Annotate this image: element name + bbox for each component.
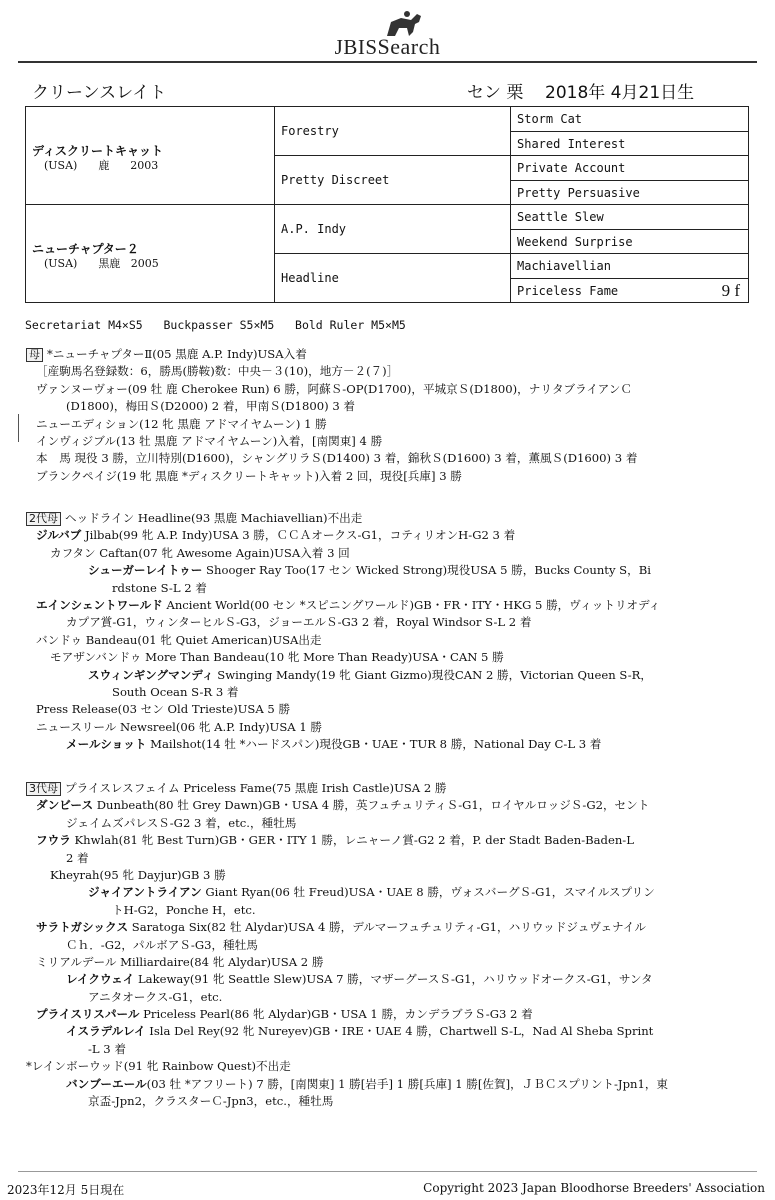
gen2-name[interactable]: Forestry <box>281 124 339 138</box>
line-connector <box>18 414 19 442</box>
family-line <box>26 989 765 1006</box>
family-line-text: Isla Del Rey(92 牝 Nureyev)GB・IRE・UAE 4 勝，Chartwell S-L，Nad Al Sheba Sprint <box>145 1024 654 1039</box>
family-line <box>26 850 765 867</box>
family-line <box>26 416 765 433</box>
notable-horse-name[interactable]: イスラデルレイ <box>66 1024 146 1039</box>
sire-name[interactable]: ディスクリートキャット <box>32 144 164 158</box>
family-line-text: (03 牡 *アフリート) 7 勝，[南関東] 1 勝[岩手] 1 勝[兵庫] 1 勝[佐賀]，ＪＢＣスプリント-Jpn1，東 <box>146 1076 669 1091</box>
family-line-text: Ancient World(00 セン *スピニングワールド)GB・FR・ITY・HKG 5 勝，ヴィットリオディ <box>162 597 661 612</box>
family-line <box>26 736 765 753</box>
gen3-name[interactable]: Pretty Persuasive <box>517 186 640 200</box>
family-line-text: ミリアルデール Milliardaire(84 牝 Alydar)USA 2 勝 <box>36 954 324 969</box>
family-line-text: Giant Ryan(06 牡 Freud)USA・UAE 8 勝，ヴォスバーグＳ-G1，スマイルスプリン <box>201 885 655 900</box>
notable-horse-name[interactable]: バンブーエール <box>66 1076 147 1091</box>
gen3-cell <box>510 132 748 156</box>
gen3-cell <box>510 254 748 279</box>
notable-horse-name[interactable]: ジャイアントライアン <box>88 885 202 900</box>
as-of-date: 2023年12月 5日現在 <box>7 1183 125 1197</box>
second-dam-section <box>26 510 765 753</box>
gen3-name[interactable]: Priceless Fame <box>517 284 619 298</box>
notable-horse-name[interactable]: レイクウェイ <box>66 972 135 987</box>
family-line-text: カフタン Caftan(07 牝 Awesome Again)USA入着 3 回 <box>50 545 350 560</box>
notable-horse-name[interactable]: フウラ <box>36 833 71 848</box>
gen2-name[interactable]: Headline <box>281 271 339 285</box>
family-line-text: Kheyrah(95 牝 Dayjur)GB 3 勝 <box>50 867 226 882</box>
third-dam-section <box>26 780 765 1110</box>
family-line <box>26 398 765 415</box>
gen3-cell <box>510 156 748 181</box>
family-line-text: ［産駒馬名登録数：6，勝馬(勝鞍)数：中央－３(10)，地方－２(７)］ <box>36 364 399 379</box>
site-logo[interactable] <box>0 6 775 59</box>
family-line <box>26 1006 765 1023</box>
family-line <box>26 597 765 614</box>
family-line-text: ニュースリール Newsreel(06 牝 A.P. Indy)USA 1 勝 <box>36 719 322 734</box>
copyright: Copyright 2023 Japan Bloodhorse Breeders' Association <box>423 1181 765 1195</box>
family-line-text: プライスレスフェイム Priceless Fame(75 黒鹿 Irish Castle)USA 2 勝 <box>65 781 447 795</box>
family-line-text: カプア賞-G1，ウィンターヒルＳ-G3，ジョーエルＳ-G3 2 着，Royal Windsor S-L 2 着 <box>66 615 532 630</box>
family-line <box>26 1041 765 1058</box>
family-line-text: Jilbab(99 牝 A.P. Indy)USA 3 勝，ＣＣＡオークス-G1，コティリオンH-G2 3 着 <box>81 528 516 543</box>
family-line <box>26 701 765 718</box>
family-line-text: Saratoga Six(82 牡 Alydar)USA 4 勝，デルマーフュチュリティ-G1，ハリウッドジュヴェナイル <box>128 920 647 935</box>
family-line-text: *レインボーウッド(91 牝 Rainbow Quest)不出走 <box>26 1059 291 1074</box>
notable-horse-name[interactable]: サラトガシックス <box>36 920 129 935</box>
header-divider <box>18 61 757 63</box>
family-line-text: ニューエディション(12 牝 黒鹿 アドマイヤムーン) 1 勝 <box>36 416 327 431</box>
family-line <box>26 468 765 485</box>
family-line <box>26 902 765 919</box>
family-line-text: Swinging Mandy(19 牝 Giant Gizmo)現役CAN 2 勝，Victorian Queen S-R， <box>213 667 653 682</box>
gen3-cell <box>510 230 748 254</box>
gen3-name[interactable]: Weekend Surprise <box>517 235 633 249</box>
gen2-cell <box>274 205 510 254</box>
generation-tag: 3代母 <box>26 782 61 796</box>
family-line-text: *ニューチャプターⅡ(05 黒鹿 A.P. Indy)USA入着 <box>47 347 307 361</box>
family-line-text: ヘッドライン Headline(93 黒鹿 Machiavellian)不出走 <box>65 511 363 525</box>
family-line-text: Mailshot(14 牡 *ハードスパン)現役GB・UAE・TUR 8 勝，National Day C-L 3 着 <box>146 737 602 752</box>
family-line <box>26 527 765 544</box>
footer-divider <box>18 1171 757 1172</box>
horse-title-row <box>32 78 745 102</box>
family-line-text: モアザンバンドゥ More Than Bandeau(10 牝 More Than Ready)USA・CAN 5 勝 <box>50 650 504 665</box>
notable-horse-name[interactable]: スウィンギングマンディ <box>88 667 214 682</box>
family-line <box>26 545 765 562</box>
family-line-text: ヴァンヌーヴォー(09 牡 鹿 Cherokee Run) 6 勝，阿蘇Ｓ-OP(D1700)，平城京Ｓ(D1800)，ナリタブライアンＣ <box>36 381 632 396</box>
family-line <box>26 815 765 832</box>
family-line-text: Ｃｈ．-G2，パルボアＳ-G3，種牡馬 <box>66 937 258 952</box>
gen3-name[interactable]: Seattle Slew <box>517 210 604 224</box>
family-line <box>26 580 765 597</box>
family-line <box>26 971 765 988</box>
family-line-text: Priceless Pearl(86 牝 Alydar)GB・USA 1 勝，カンデラブラＳ-G3 2 着 <box>139 1007 533 1022</box>
family-line <box>26 919 765 936</box>
notable-horse-name[interactable]: シューガーレイトゥー <box>88 563 203 578</box>
family-line <box>26 363 765 380</box>
family-line <box>26 797 765 814</box>
family-number: 9 f <box>721 281 740 300</box>
family-line-text: (D1800)，梅田Ｓ(D2000) 2 着，甲南Ｓ(D1800) 3 着 <box>66 399 355 414</box>
gen2-name[interactable]: Pretty Discreet <box>281 173 390 187</box>
family-line <box>26 450 765 467</box>
family-line <box>26 381 765 398</box>
family-line <box>26 937 765 954</box>
inbreeding-line: Secretariat M4×S5 Buckpasser S5×M5 Bold Ruler M5×M5 <box>25 318 406 332</box>
gen2-cell <box>274 156 510 205</box>
family-line-text: South Ocean S-R 3 着 <box>112 684 239 699</box>
family-line <box>26 346 765 363</box>
family-line-text: バンドゥ Bandeau(01 牝 Quiet American)USA出走 <box>36 632 322 647</box>
gen3-cell <box>510 107 748 132</box>
notable-horse-name[interactable]: メールショット <box>66 737 147 752</box>
logo-jbis: JBIS <box>334 35 378 59</box>
family-line-text: -L 3 着 <box>88 1041 126 1056</box>
sire-details: (USA) 鹿 2003 <box>44 159 159 172</box>
notable-horse-name[interactable]: ジルバブ <box>36 528 82 543</box>
horse-meta: セン 栗 2018年 4月21日生 <box>467 83 695 103</box>
dam-name[interactable]: ニューチャプター２ <box>32 242 139 256</box>
family-line <box>26 1093 765 1110</box>
family-line <box>26 832 765 849</box>
family-line <box>26 649 765 666</box>
gen2-name[interactable]: A.P. Indy <box>281 222 347 236</box>
family-line-text: Dunbeath(80 牡 Grey Dawn)GB・USA 4 勝，英フュチュリティＳ-G1，ロイヤルロッジＳ-G2，セント <box>93 798 650 813</box>
family-line-text: ブランクペイジ(19 牝 黒鹿 *ディスクリートキャット)入着 2 回，現役[兵庫] 3 勝 <box>36 468 462 483</box>
family-line-text: rdstone S-L 2 着 <box>112 580 207 595</box>
family-line <box>26 667 765 684</box>
family-line <box>26 719 765 736</box>
family-line <box>26 780 765 797</box>
family-line-text: アニタオークス-G1，etc. <box>88 989 223 1004</box>
family-line <box>26 433 765 450</box>
generation-tag: 母 <box>26 348 43 362</box>
family-line-text: Press Release(03 セン Old Trieste)USA 5 勝 <box>36 702 291 717</box>
family-line-text: Lakeway(91 牝 Seattle Slew)USA 7 勝，マザーグースＳ-G1，ハリウッドオークス-G1，サンタ <box>134 972 653 987</box>
gen2-cell <box>274 107 510 156</box>
family-line-text: Shooger Ray Too(17 セン Wicked Strong)現役USA 5 勝，Bucks County S，Bi <box>202 563 651 578</box>
family-line <box>26 632 765 649</box>
gen3-cell <box>510 181 748 205</box>
horse-name: クリーンスレイト <box>32 83 167 103</box>
family-line <box>26 1076 765 1093</box>
family-line-text: 2 着 <box>66 850 89 865</box>
dam-cell <box>26 205 274 303</box>
logo-search: Search <box>377 34 441 59</box>
notable-horse-name[interactable]: ダンビース <box>36 798 94 813</box>
gen3-cell <box>510 205 748 230</box>
family-line <box>26 562 765 579</box>
family-line-text: 本 馬 現役 3 勝，立川特別(D1600)，シャングリラＳ(D1400) 3 着，錦秋Ｓ(D1600) 3 着，薫風Ｓ(D1600) 3 着 <box>36 451 638 466</box>
family-line-text: 京盃-Jpn2，クラスターＣ-Jpn3，etc.，種牡馬 <box>88 1094 334 1109</box>
notable-horse-name[interactable]: エインシェントワールド <box>36 597 163 612</box>
family-line-text: トH-G2，Ponche H，etc. <box>112 902 256 917</box>
dam-section <box>26 346 765 485</box>
family-line <box>26 510 765 527</box>
gen3-name[interactable]: Shared Interest <box>517 137 626 151</box>
generation-tag: 2代母 <box>26 512 61 526</box>
notable-horse-name[interactable]: プライスリスパール <box>36 1007 140 1022</box>
gen3-name[interactable]: Private Account <box>517 161 626 175</box>
gen3-cell <box>510 279 748 303</box>
family-line <box>26 614 765 631</box>
family-line <box>26 1023 765 1040</box>
sire-cell <box>26 107 274 205</box>
family-line <box>26 954 765 971</box>
pedigree-table <box>25 106 749 303</box>
family-line-text: Khwlah(81 牝 Best Turn)GB・GER・ITY 1 勝，レニャーノ賞-G2 2 着，P. der Stadt Baden-Baden-L <box>70 833 634 848</box>
family-line-text: インヴィジブル(13 牡 黒鹿 アドマイヤムーン)入着，[南関東] 4 勝 <box>36 433 383 448</box>
family-line-text: ジェイムズパレスＳ-G2 3 着，etc.，種牡馬 <box>66 815 297 830</box>
family-line <box>26 1058 765 1075</box>
family-line <box>26 684 765 701</box>
gen2-cell <box>274 254 510 303</box>
family-line <box>26 867 765 884</box>
family-line <box>26 884 765 901</box>
gen3-name[interactable]: Storm Cat <box>517 112 583 126</box>
gen3-name[interactable]: Machiavellian <box>517 259 611 273</box>
dam-details: (USA) 黒鹿 2005 <box>44 257 159 270</box>
